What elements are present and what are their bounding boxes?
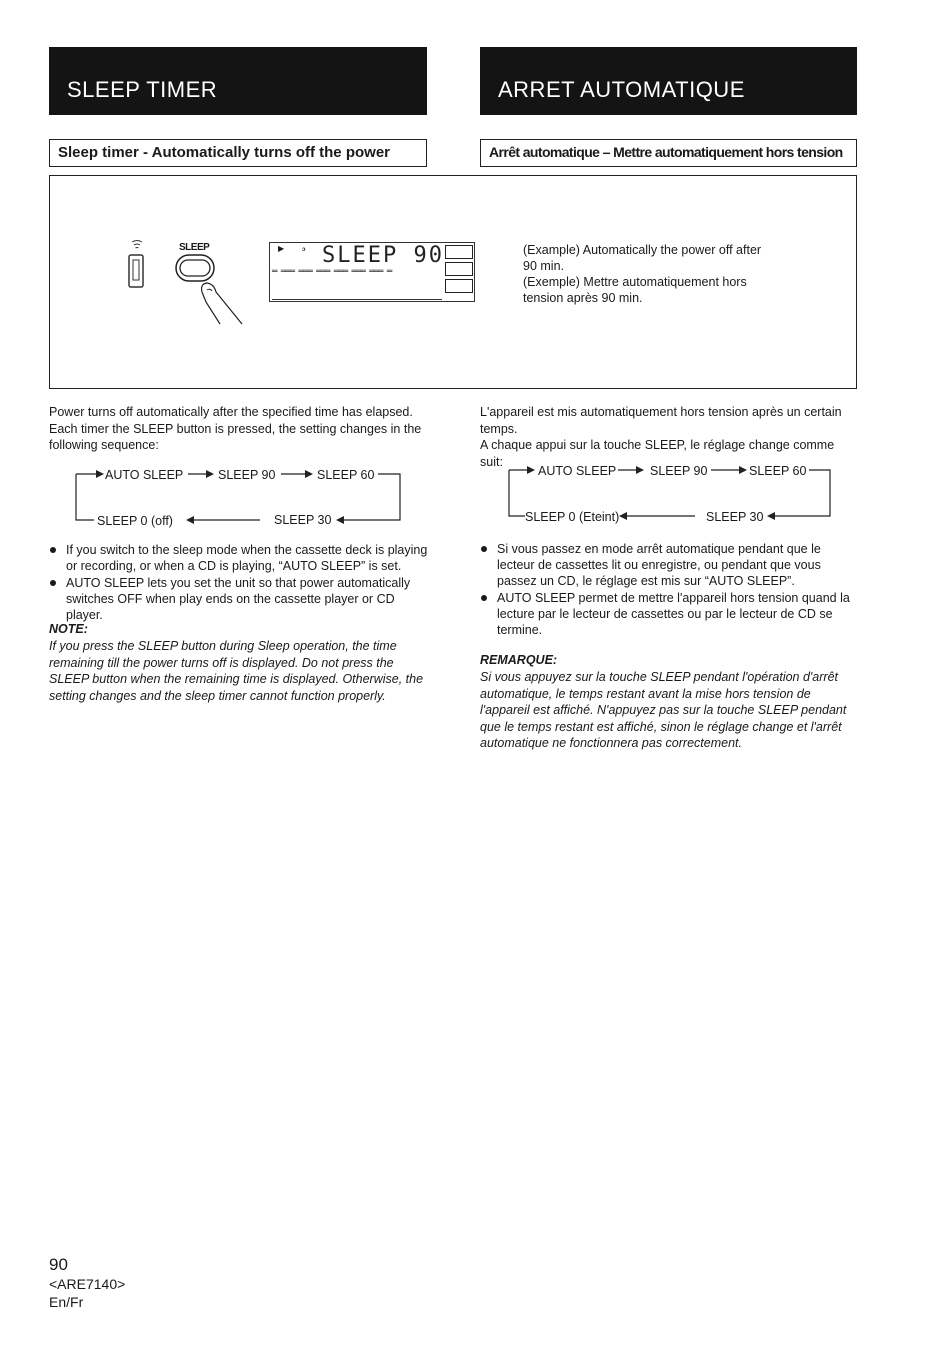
en-seq-auto-sleep: AUTO SLEEP — [105, 468, 184, 482]
fr-subhead: Arrêt automatique – Mettre automatiquement hors tension — [480, 139, 857, 167]
lcd-text: SLEEP 90 — [322, 243, 444, 268]
en-note-title: NOTE: — [49, 622, 88, 636]
caption-fr: (Exemple) Mettre automatiquement hors tension après 90 min. — [523, 275, 747, 305]
figure-caption — [523, 242, 778, 306]
fr-seq-auto-sleep: AUTO SLEEP — [538, 464, 617, 478]
sleep-button-label: SLEEP — [179, 242, 210, 253]
en-seq-sleep-90: SLEEP 90 — [218, 468, 276, 482]
document-code: <ARE7140> — [49, 1276, 126, 1292]
caption-en: (Example) Automatically the power off after 90 min. — [523, 243, 762, 273]
fr-seq-sleep-60: SLEEP 60 — [749, 464, 807, 478]
en-bullet-list — [49, 542, 429, 624]
language-code: En/Fr — [49, 1294, 84, 1310]
en-intro-2: Each timer the SLEEP button is pressed, the setting changes in the following sequence: — [49, 421, 422, 452]
fr-intro-2: A chaque appui sur la touche SLEEP, le réglage change comme suit: — [480, 438, 835, 469]
lcd-indicator-icon: ᵓ — [302, 245, 306, 255]
en-seq-sleep-60: SLEEP 60 — [317, 468, 375, 482]
en-bullet-1: If you switch to the sleep mode when the cassette deck is playing or recording, or when a CD is playing, “AUTO SLEEP” is set. — [49, 542, 429, 574]
sleep-button-press-icon — [172, 252, 246, 326]
page-number: 90 — [49, 1255, 68, 1274]
fr-seq-sleep-90: SLEEP 90 — [650, 464, 708, 478]
fr-banner-title: ARRET AUTOMATIQUE — [498, 77, 745, 102]
en-subhead: Sleep timer - Automatically turns off the power — [49, 139, 427, 167]
fr-bullet-2: AUTO SLEEP permet de mettre l'appareil hors tension quand la lecture par le lecteur de cassettes ou par le lecteur de CD se termine. — [480, 590, 858, 638]
en-seq-sleep-30: SLEEP 30 — [274, 513, 332, 527]
fr-seq-sleep-0: SLEEP 0 (Eteint) — [525, 510, 620, 524]
en-intro — [49, 404, 429, 454]
en-note-text: If you press the SLEEP button during Sleep operation, the time remaining till the power turns off is displayed. Do not press the SLEEP button when the remaining time is displayed. Otherwise, the setting changes and the sleep timer cannot function properly. — [49, 639, 424, 703]
lcd-segments-icon: ═ ═══ ═══ ═══ ═══ ═══ ═══ ═ — [272, 267, 392, 277]
lcd-display — [269, 242, 475, 302]
lcd-baseline — [272, 299, 442, 300]
fr-bullet-1: Si vous passez en mode arrêt automatique pendant que le lecteur de cassettes lit ou enregistre, ou pendant que vous passez un CD, le réglage est mis sur “AUTO SLEEP”. — [480, 541, 858, 589]
en-intro-1: Power turns off automatically after the specified time has elapsed. — [49, 405, 413, 419]
fr-note-title: REMARQUE: — [480, 653, 558, 667]
fr-seq-sleep-30: SLEEP 30 — [706, 510, 764, 524]
fr-note-text: Si vous appuyez sur la touche SLEEP pendant l'opération d'arrêt automatique, le temps restant avant la mise hors tension de l'appareil est affiché. N'appuyez pas sur la touche SLEEP pendant que le temps restant est affiché, sinon le réglage change et l'arrêt automatique ne fonctionnera pas correctement. — [480, 670, 847, 750]
remote-control-icon — [124, 238, 150, 294]
fr-intro-1: L'appareil est mis automatiquement hors tension après un certain temps. — [480, 405, 842, 436]
en-bullet-2: AUTO SLEEP lets you set the unit so that power automatically switches OFF when play ends on the cassette player or CD player. — [49, 575, 429, 623]
play-indicator-icon: ▶ — [278, 244, 285, 253]
en-banner-title: SLEEP TIMER — [67, 77, 218, 102]
fr-bullet-list — [480, 541, 858, 639]
lcd-level-bars-icon — [445, 245, 473, 299]
en-banner — [49, 47, 427, 115]
en-seq-sleep-0: SLEEP 0 (off) — [97, 514, 173, 528]
fr-banner — [480, 47, 857, 115]
